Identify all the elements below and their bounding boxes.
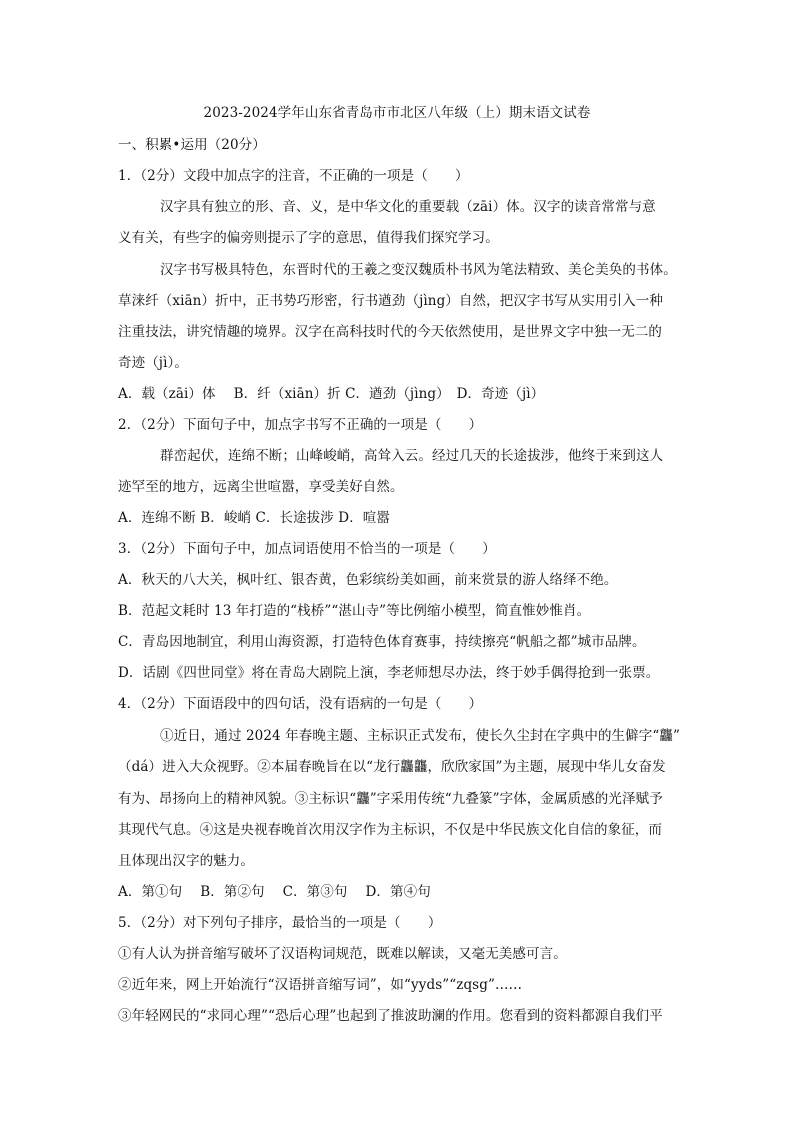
question-4-passage-line: 其现代气息。④这是央视春晚首次用汉字作为主标识，不仅是中华民族文化自信的象征，而 bbox=[118, 822, 662, 838]
question-5-sentence: ③年轻网民的“求同心理”“恐后心理”也起到了推波助澜的作用。您看到的资料都源自我们平 bbox=[118, 1008, 663, 1024]
question-1-passage-line: 草涞纤（xiān）折中，正书势巧形密，行书遒劲（jìng）自然，把汉字书写从实用引入一种 bbox=[118, 293, 663, 309]
question-2-options: A．连绵不断 B．峻峭 C．长途拔涉 D．喧嚣 bbox=[118, 510, 390, 526]
question-3-option-c: C．青岛因地制宜，利用山海资源，打造特色体育赛事，持续擦亮“帆船之都”城市品牌。 bbox=[118, 634, 646, 650]
question-3-stem: 3．（2分）下面句子中，加点词语使用不恰当的一项是（ ） bbox=[118, 541, 496, 557]
question-2-stem: 2．（2分）下面句子中，加点字书写不正确的一项是（ ） bbox=[118, 417, 483, 433]
question-1-passage-line: 汉字书写极具特色，东晋时代的王羲之变汉魏质朴书风为笔法精致、美仑美奂的书体。 bbox=[160, 262, 677, 278]
question-1-options: A．载（zāi）体 B．纤（xiān）折 C．遒劲（jìng） D．奇迹（jì） bbox=[118, 386, 545, 402]
question-3-option-b: B．范起文耗时 13 年打造的“栈桥”“湛山寺”等比例缩小模型，简直惟妙惟肖。 bbox=[118, 603, 591, 619]
question-2-passage-line: 群峦起伏，连绵不断；山峰峻峭，高耸入云。经过几天的长途拔涉，他终于来到这人 bbox=[160, 448, 664, 464]
question-4-passage-line: 且体现出汉字的魅力。 bbox=[118, 853, 254, 869]
question-3-option-d: D．话剧《四世同堂》将在青岛大剧院上演，李老师想尽办法，终于妙手偶得抢到一张票。 bbox=[118, 665, 660, 681]
question-5-stem: 5．（2分）对下列句子排序，最恰当的一项是（ ） bbox=[118, 915, 442, 931]
question-5-sentence: ②近年来，网上开始流行“汉语拼音缩写词”，如“yyds”“zqsg”…… bbox=[118, 977, 523, 993]
question-4-passage-line: （dá）进入大众视野。②本届春晚旨在以“龙行龘龘，欣欣家国”为主题，展现中华儿女奋发 bbox=[118, 759, 666, 775]
question-3-option-a: A．秋天的八大关，枫叶红、银杏黄，色彩缤纷美如画，前来赏景的游人络绎不绝。 bbox=[118, 572, 618, 588]
question-1-passage-line: 义有关，有些字的偏旁则提示了字的意思，值得我们探究学习。 bbox=[118, 230, 499, 246]
question-4-options: A．第①句 B．第②句 C．第③句 D．第④句 bbox=[118, 884, 431, 900]
question-4-passage-line: 有为、昂扬向上的精神风貌。③主标识“龘”字采用传统“九叠篆”字体，金属质感的光泽赋予 bbox=[118, 791, 663, 807]
page-title: 2023-2024学年山东省青岛市市北区八年级（上）期末语文试卷 bbox=[203, 105, 591, 121]
question-1-passage-line: 奇迹（jì）。 bbox=[118, 355, 188, 371]
question-4-passage-line: ①近日，通过 2024 年春晚主题、主标识正式发布，使长久尘封在字典中的生僻字“龘” bbox=[160, 728, 680, 744]
question-2-passage-line: 迹罕至的地方，远离尘世喧嚣，享受美好自然。 bbox=[118, 479, 404, 495]
question-1-stem: 1．（2分）文段中加点字的注音，不正确的一项是（ ） bbox=[118, 168, 469, 184]
section-heading: 一、积累•运用（20分） bbox=[118, 137, 266, 153]
question-4-stem: 4．（2分）下面语段中的四句话，没有语病的一句是（ ） bbox=[118, 696, 483, 712]
question-1-passage-line: 汉字具有独立的形、音、义，是中华文化的重要载（zāi）体。汉字的读音常常与意 bbox=[160, 199, 656, 215]
question-5-sentence: ①有人认为拼音缩写破坏了汉语构词规范，既难以解读，又毫无美感可言。 bbox=[118, 946, 567, 962]
question-1-passage-line: 注重技法，讲究情趣的境界。汉字在高科技时代的今天依然使用，是世界文字中独一无二的 bbox=[118, 324, 662, 340]
